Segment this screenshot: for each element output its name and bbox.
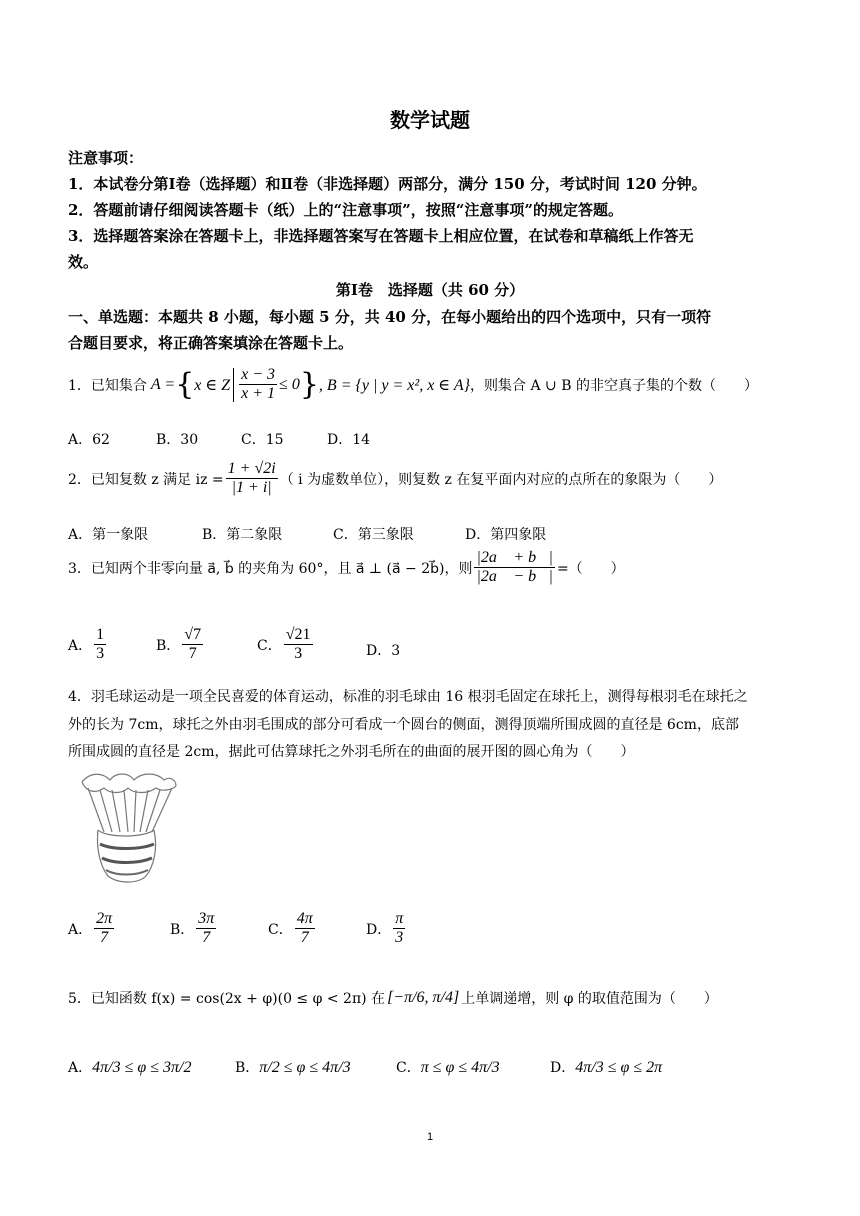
set-divider: [233, 368, 234, 402]
page-title: 数学试题: [390, 108, 470, 132]
notice-item-2: 2．答题前请仔细阅读答题卡（纸）上的“注意事项”，按照“注意事项”的规定答题。: [68, 201, 623, 219]
q1-option-c: C．15: [241, 432, 284, 448]
q2-option-d: D．第四象限: [465, 527, 547, 543]
question-5: [68, 988, 718, 1008]
q4-option-d-frac: [393, 910, 405, 947]
right-brace-icon: }: [299, 366, 319, 402]
frac-num: √21: [285, 626, 311, 643]
q1-frac-den: x + 1: [241, 385, 276, 402]
q2-option-a: A．第一象限: [68, 527, 149, 543]
q1-fraction: [239, 366, 277, 403]
q4-option-c-frac: [295, 910, 315, 947]
shuttlecock-image: [76, 768, 180, 890]
frac-den: 7: [202, 929, 211, 946]
q1-frac-num: x − 3: [241, 366, 276, 383]
q2-prefix: 2．已知复数 z 满足 iz =: [68, 471, 224, 488]
q5-option-c-label: C．: [396, 1060, 421, 1076]
q5-option-b-expr: π/2 ≤ φ ≤ 4π/3: [259, 1059, 351, 1076]
q3-option-a-label: A．: [68, 637, 93, 654]
q3-fraction: [474, 549, 554, 586]
frac-num: √7: [184, 626, 202, 643]
notice-heading: 注意事项：: [68, 149, 144, 167]
q3-option-c: [257, 626, 315, 663]
frac-num: 4π: [296, 910, 313, 927]
notice-item-3-cont: 效。: [68, 253, 99, 271]
q1-suffix: ，则集合 A ∪ B 的非空真子集的个数（ ）: [470, 377, 758, 394]
q3-option-d-text: 3: [391, 643, 401, 659]
frac-den: 3: [294, 645, 303, 662]
q5-option-d-expr: 4π/3 ≤ φ ≤ 2π: [575, 1059, 663, 1076]
q1-set-b: , B = {y | y = x², x ∈ A}: [318, 376, 471, 394]
q5-option-b: [235, 1057, 351, 1077]
q5-prefix: 5．已知函数 f(x) = cos(2x + φ)(0 ≤ φ < 2π) 在: [68, 991, 386, 1007]
q4-line-2: 外的长为 7cm，球托之外由羽毛围成的部分可看成一个圆台的侧面，测得顶端所围成圆的直径是 6cm，底部: [68, 717, 739, 733]
q5-suffix: 上单调递增，则 φ 的取值范围为（ ）: [461, 991, 718, 1007]
frac-num: 3π: [198, 910, 215, 927]
notice-item-1: 1．本试卷分第Ⅰ卷（选择题）和Ⅱ卷（非选择题）两部分，满分 150 分，考试时间 120 分钟。: [68, 175, 707, 193]
q1-option-b: B．30: [156, 432, 199, 448]
q5-option-a-label: A．: [68, 1060, 93, 1076]
q5-option-c: [396, 1057, 500, 1077]
q4-option-a: [68, 910, 116, 947]
q2-frac-den: |1 + i|: [231, 479, 272, 496]
q5-option-d: [550, 1057, 662, 1077]
q3-option-a-frac: [94, 626, 106, 663]
section-instruction-2: 合题目要求，将正确答案填涂在答题卡上。: [68, 334, 354, 352]
q1-set-a-elem: x ∈ Z: [194, 376, 231, 394]
q4-option-b-label: B．: [170, 921, 195, 938]
q5-option-b-label: B．: [235, 1060, 260, 1076]
q4-option-b: [170, 910, 218, 947]
q4-option-d: [366, 910, 407, 947]
question-3: [68, 549, 625, 586]
q3-option-a: [68, 626, 108, 663]
q3-option-d: [366, 640, 400, 660]
q5-interval: [−π/6, π/4]: [387, 989, 460, 1006]
q2-frac-num: 1 + √2i: [227, 460, 276, 477]
notice-item-3: 3．选择题答案涂在答题卡上，非选择题答案写在答题卡上相应位置，在试卷和草稿纸上作答无: [68, 227, 694, 245]
left-brace-icon: {: [175, 366, 195, 402]
q3-option-b-label: B．: [156, 637, 181, 654]
question-2: [68, 460, 722, 497]
q3-option-d-label: D．: [366, 643, 392, 659]
q4-line-3: 所围成圆的直径是 2cm，据此可估算球托之外羽毛所在的曲面的展开图的圆心角为（ ）: [68, 744, 635, 760]
q2-suffix: （ i 为虚数单位），则复数 z 在复平面内对应的点所在的象限为（ ）: [279, 471, 723, 488]
frac-num: 1: [96, 626, 105, 643]
q1-option-a: A．62: [68, 432, 110, 448]
q5-option-a-expr: 4π/3 ≤ φ ≤ 3π/2: [92, 1059, 192, 1076]
q3-option-b: [156, 626, 205, 663]
q1-option-d: D．14: [327, 432, 371, 448]
q3-option-b-frac: [182, 626, 203, 663]
q1-set-a-tail: ≤ 0: [279, 375, 300, 393]
q1-prefix: 1．已知集合: [68, 377, 147, 394]
q4-option-b-frac: [196, 910, 216, 947]
frac-num: 2π: [96, 910, 113, 927]
frac-den: 7: [100, 929, 109, 946]
page-number: 1: [426, 1131, 434, 1143]
q3-option-c-label: C．: [257, 637, 282, 654]
q5-option-d-label: D．: [550, 1060, 576, 1076]
q3-suffix: =（ ）: [556, 560, 625, 577]
q4-option-d-label: D．: [366, 921, 392, 938]
q4-option-a-label: A．: [68, 921, 93, 938]
q3-prefix: 3．已知两个非零向量 a⃗, b⃗ 的夹角为 60°，且 a⃗ ⊥ (a⃗ − 2b⃗)，则: [68, 560, 473, 577]
frac-den: 7: [188, 645, 197, 662]
q5-option-c-expr: π ≤ φ ≤ 4π/3: [420, 1059, 500, 1076]
q4-option-c: [268, 910, 317, 947]
q3-frac-den: |2a⃗ − b⃗|: [476, 568, 553, 585]
q2-option-b: B．第二象限: [202, 527, 283, 543]
q4-line-1: 4．羽毛球运动是一项全民喜爱的体育运动，标准的羽毛球由 16 根羽毛固定在球托上，测得每根羽毛在球托之: [68, 689, 748, 705]
q2-option-c: C．第三象限: [333, 527, 414, 543]
q1-set-a-lhs: A =: [150, 375, 176, 393]
section-instruction-1: 一、单选题：本题共 8 小题，每小题 5 分，共 40 分，在每小题给出的四个选项中，只有一项符: [68, 308, 712, 326]
q3-option-c-frac: [284, 626, 313, 663]
question-1: [68, 366, 758, 403]
frac-den: 7: [300, 929, 309, 946]
frac-num: π: [395, 910, 404, 927]
frac-den: 3: [395, 929, 404, 946]
q4-option-a-frac: [94, 910, 114, 947]
q3-frac-num: |2a⃗ + b⃗|: [476, 549, 553, 566]
section-title: 第Ⅰ卷 选择题（共 60 分）: [335, 281, 525, 299]
frac-den: 3: [96, 645, 105, 662]
q4-option-c-label: C．: [268, 921, 293, 938]
q5-option-a: [68, 1057, 191, 1077]
q2-fraction: [226, 460, 278, 497]
